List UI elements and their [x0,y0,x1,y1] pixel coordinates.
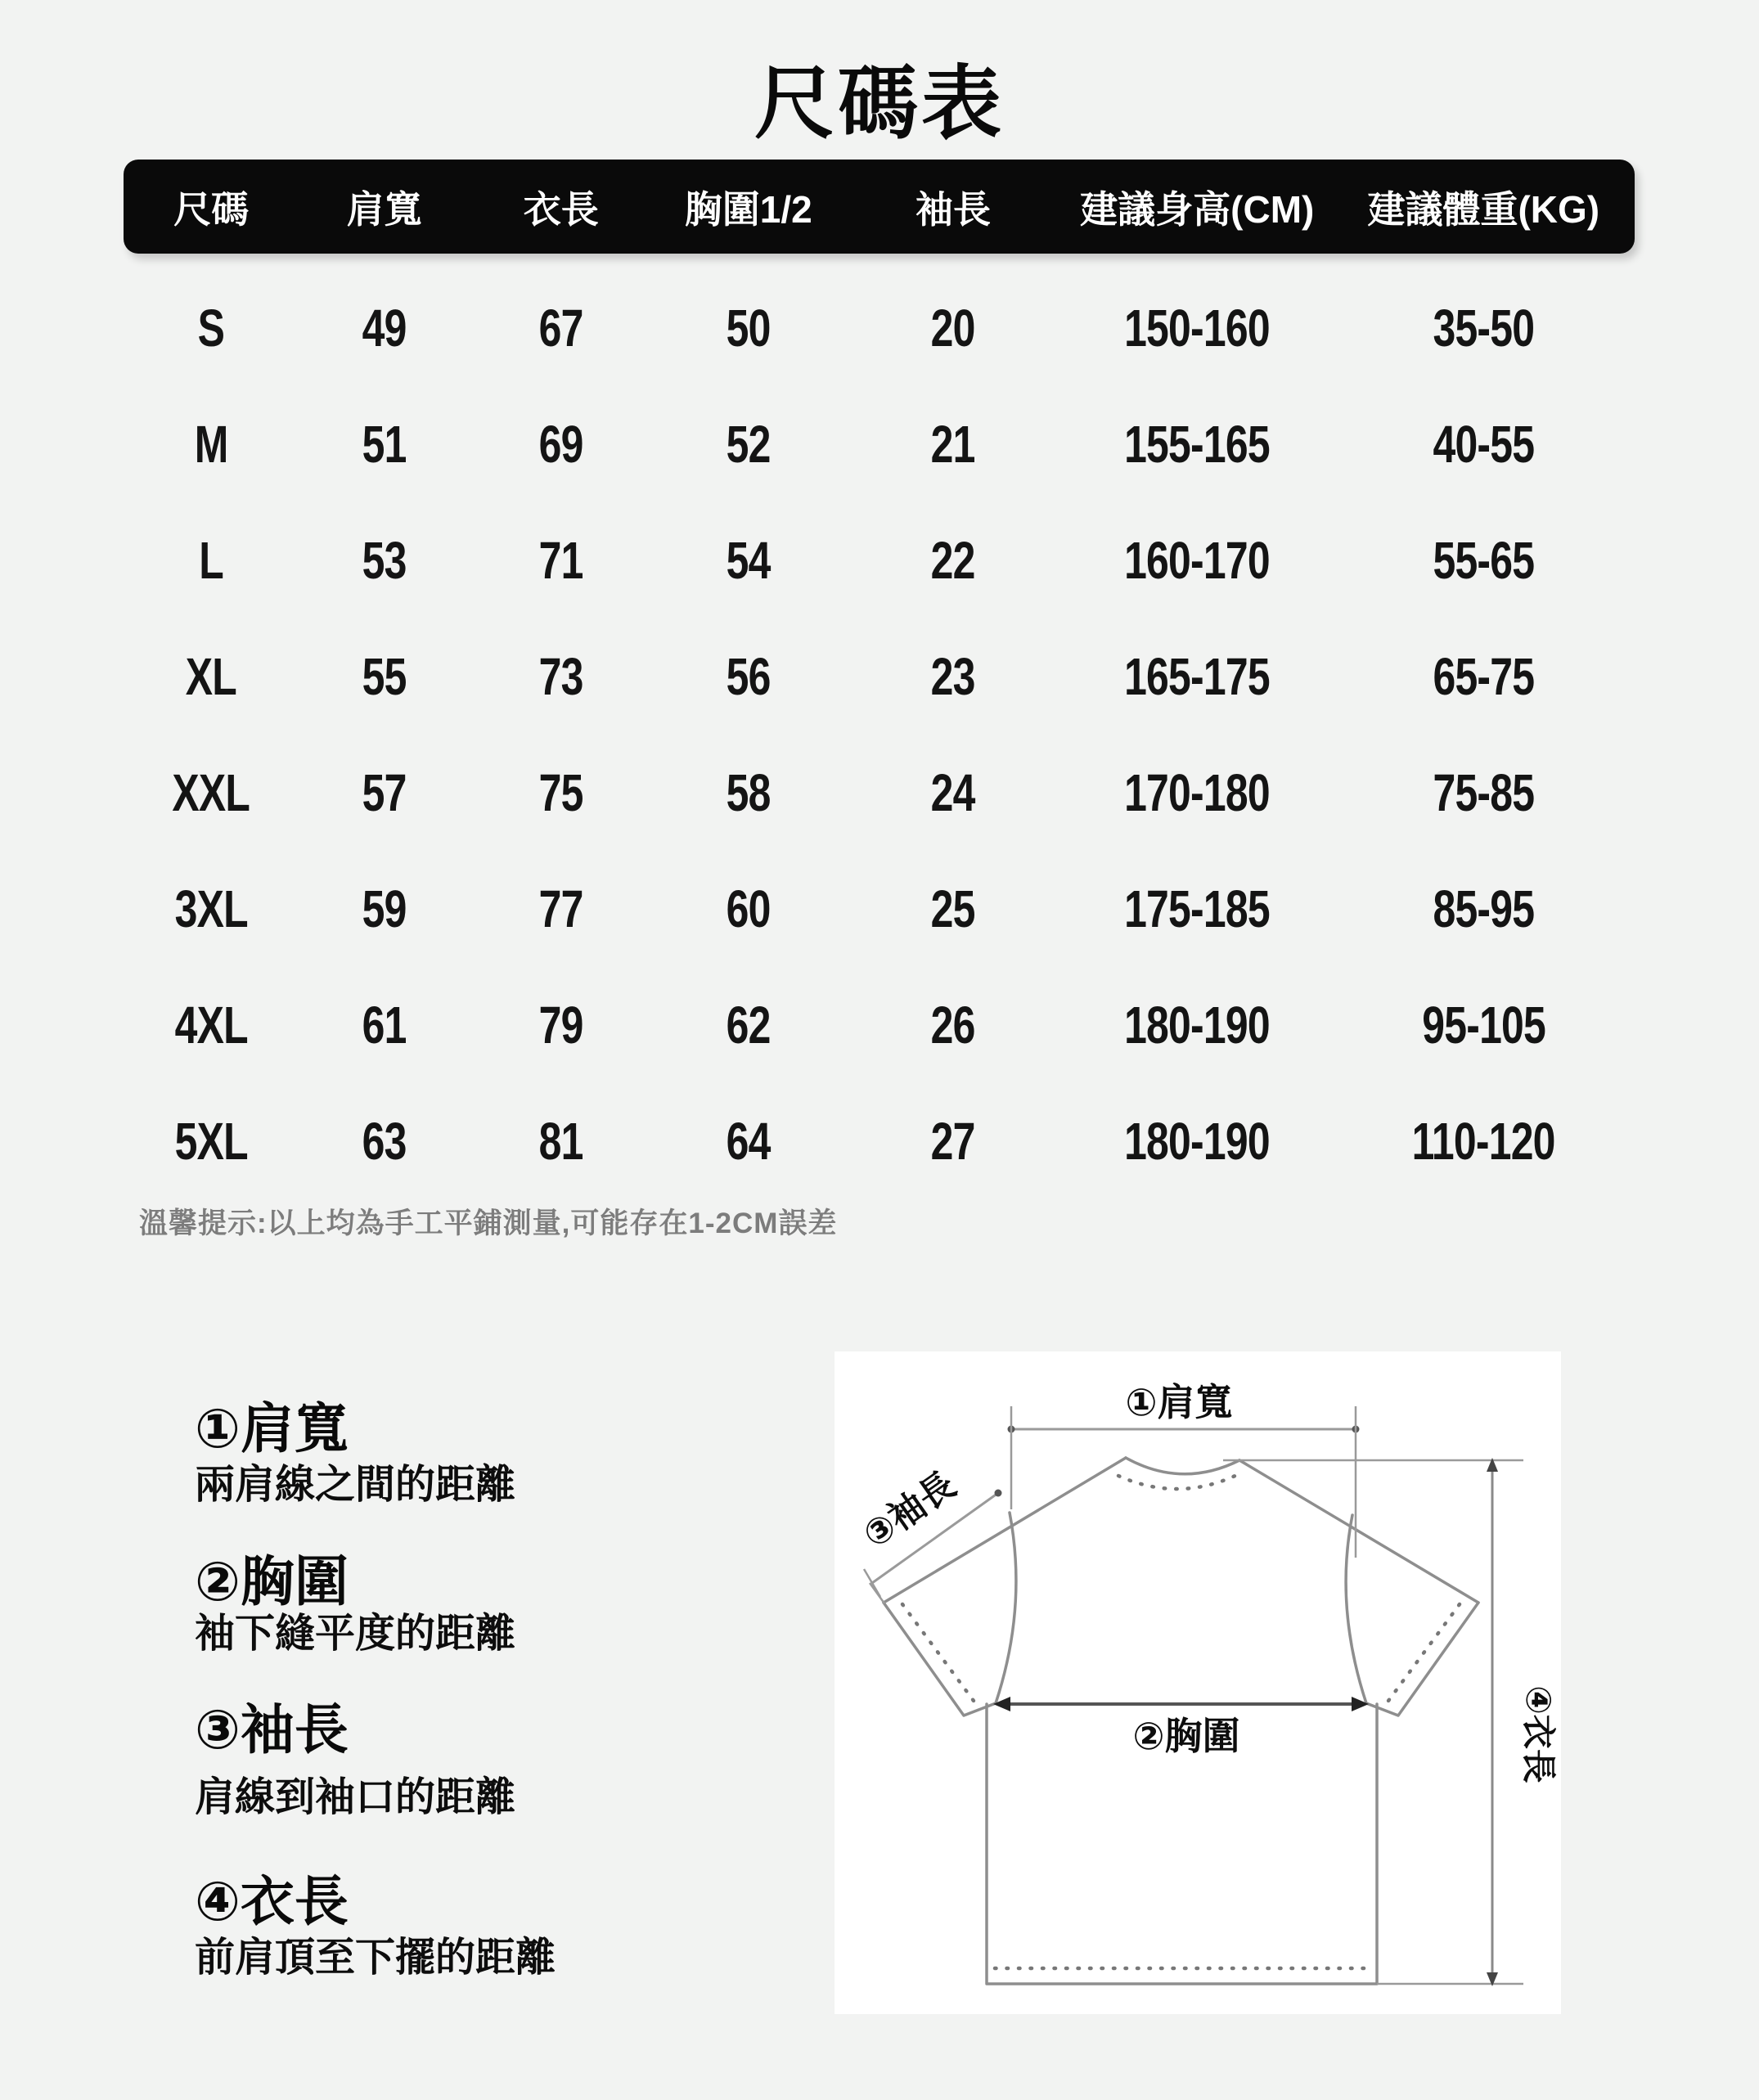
page-title: 尺碼表 [754,58,1005,148]
column-header-shoulder: 肩寬 [346,187,422,231]
column-header-chest: 胸圍1/2 [684,187,812,231]
legend-chest-label: ②胸圍 [195,1551,349,1612]
table-row: XL 55 73 56 23 165-175 65-75 [186,647,1535,706]
table-row: 3XL 59 77 60 25 175-185 85-95 [174,879,1535,938]
table-row: S 49 67 50 20 150-160 35-50 [197,299,1535,357]
column-header-height: 建議身高(CM) [1080,187,1315,231]
measurement-note: 溫馨提示:以上均為手工平鋪測量,可能存在1-2CM誤差 [139,1207,838,1239]
diagram-shoulder-label: ①肩寬 [1125,1381,1233,1423]
size-table-body [124,254,1635,1199]
legend-length-desc: 前肩頂至下擺的距離 [195,1936,556,1980]
table-row: 5XL 63 81 64 27 180-190 110-120 [174,1112,1555,1171]
legend-shoulder-label: ①肩寬 [195,1398,349,1459]
legend-sleeve-desc: 肩線到袖口的距離 [195,1775,516,1819]
shoulder-measure-lines [1008,1406,1360,1558]
legend-shoulder-desc: 兩肩線之間的距離 [195,1463,516,1507]
table-row: L 53 71 54 22 160-170 55-65 [199,531,1535,590]
column-header-weight: 建議體重(KG) [1367,187,1600,231]
legend-sleeve-label: ③袖長 [195,1699,349,1760]
column-header-length: 衣長 [523,187,599,231]
table-row: 4XL 61 79 62 26 180-190 95-105 [174,996,1545,1054]
column-header-size: 尺碼 [173,187,250,231]
length-measure-lines [1223,1458,1523,1986]
legend-chest-desc: 袖下縫平度的距離 [195,1612,516,1656]
column-header-sleeve: 袖長 [915,187,991,231]
chest-measure-line [993,1697,1369,1711]
size-table-header [124,160,1635,254]
tshirt-diagram-svg [835,1351,1561,2014]
tshirt-measurement-diagram [835,1351,1561,2014]
diagram-sleeve-label: ③袖長 [856,1464,964,1557]
diagram-length-label: ④衣長 [1519,1685,1558,1783]
table-row: XXL 57 75 58 24 170-180 75-85 [172,763,1535,822]
legend-length-label: ④衣長 [195,1871,349,1931]
table-row: M 51 69 52 21 155-165 40-55 [194,415,1535,474]
diagram-chest-label: ②胸圍 [1132,1715,1240,1757]
